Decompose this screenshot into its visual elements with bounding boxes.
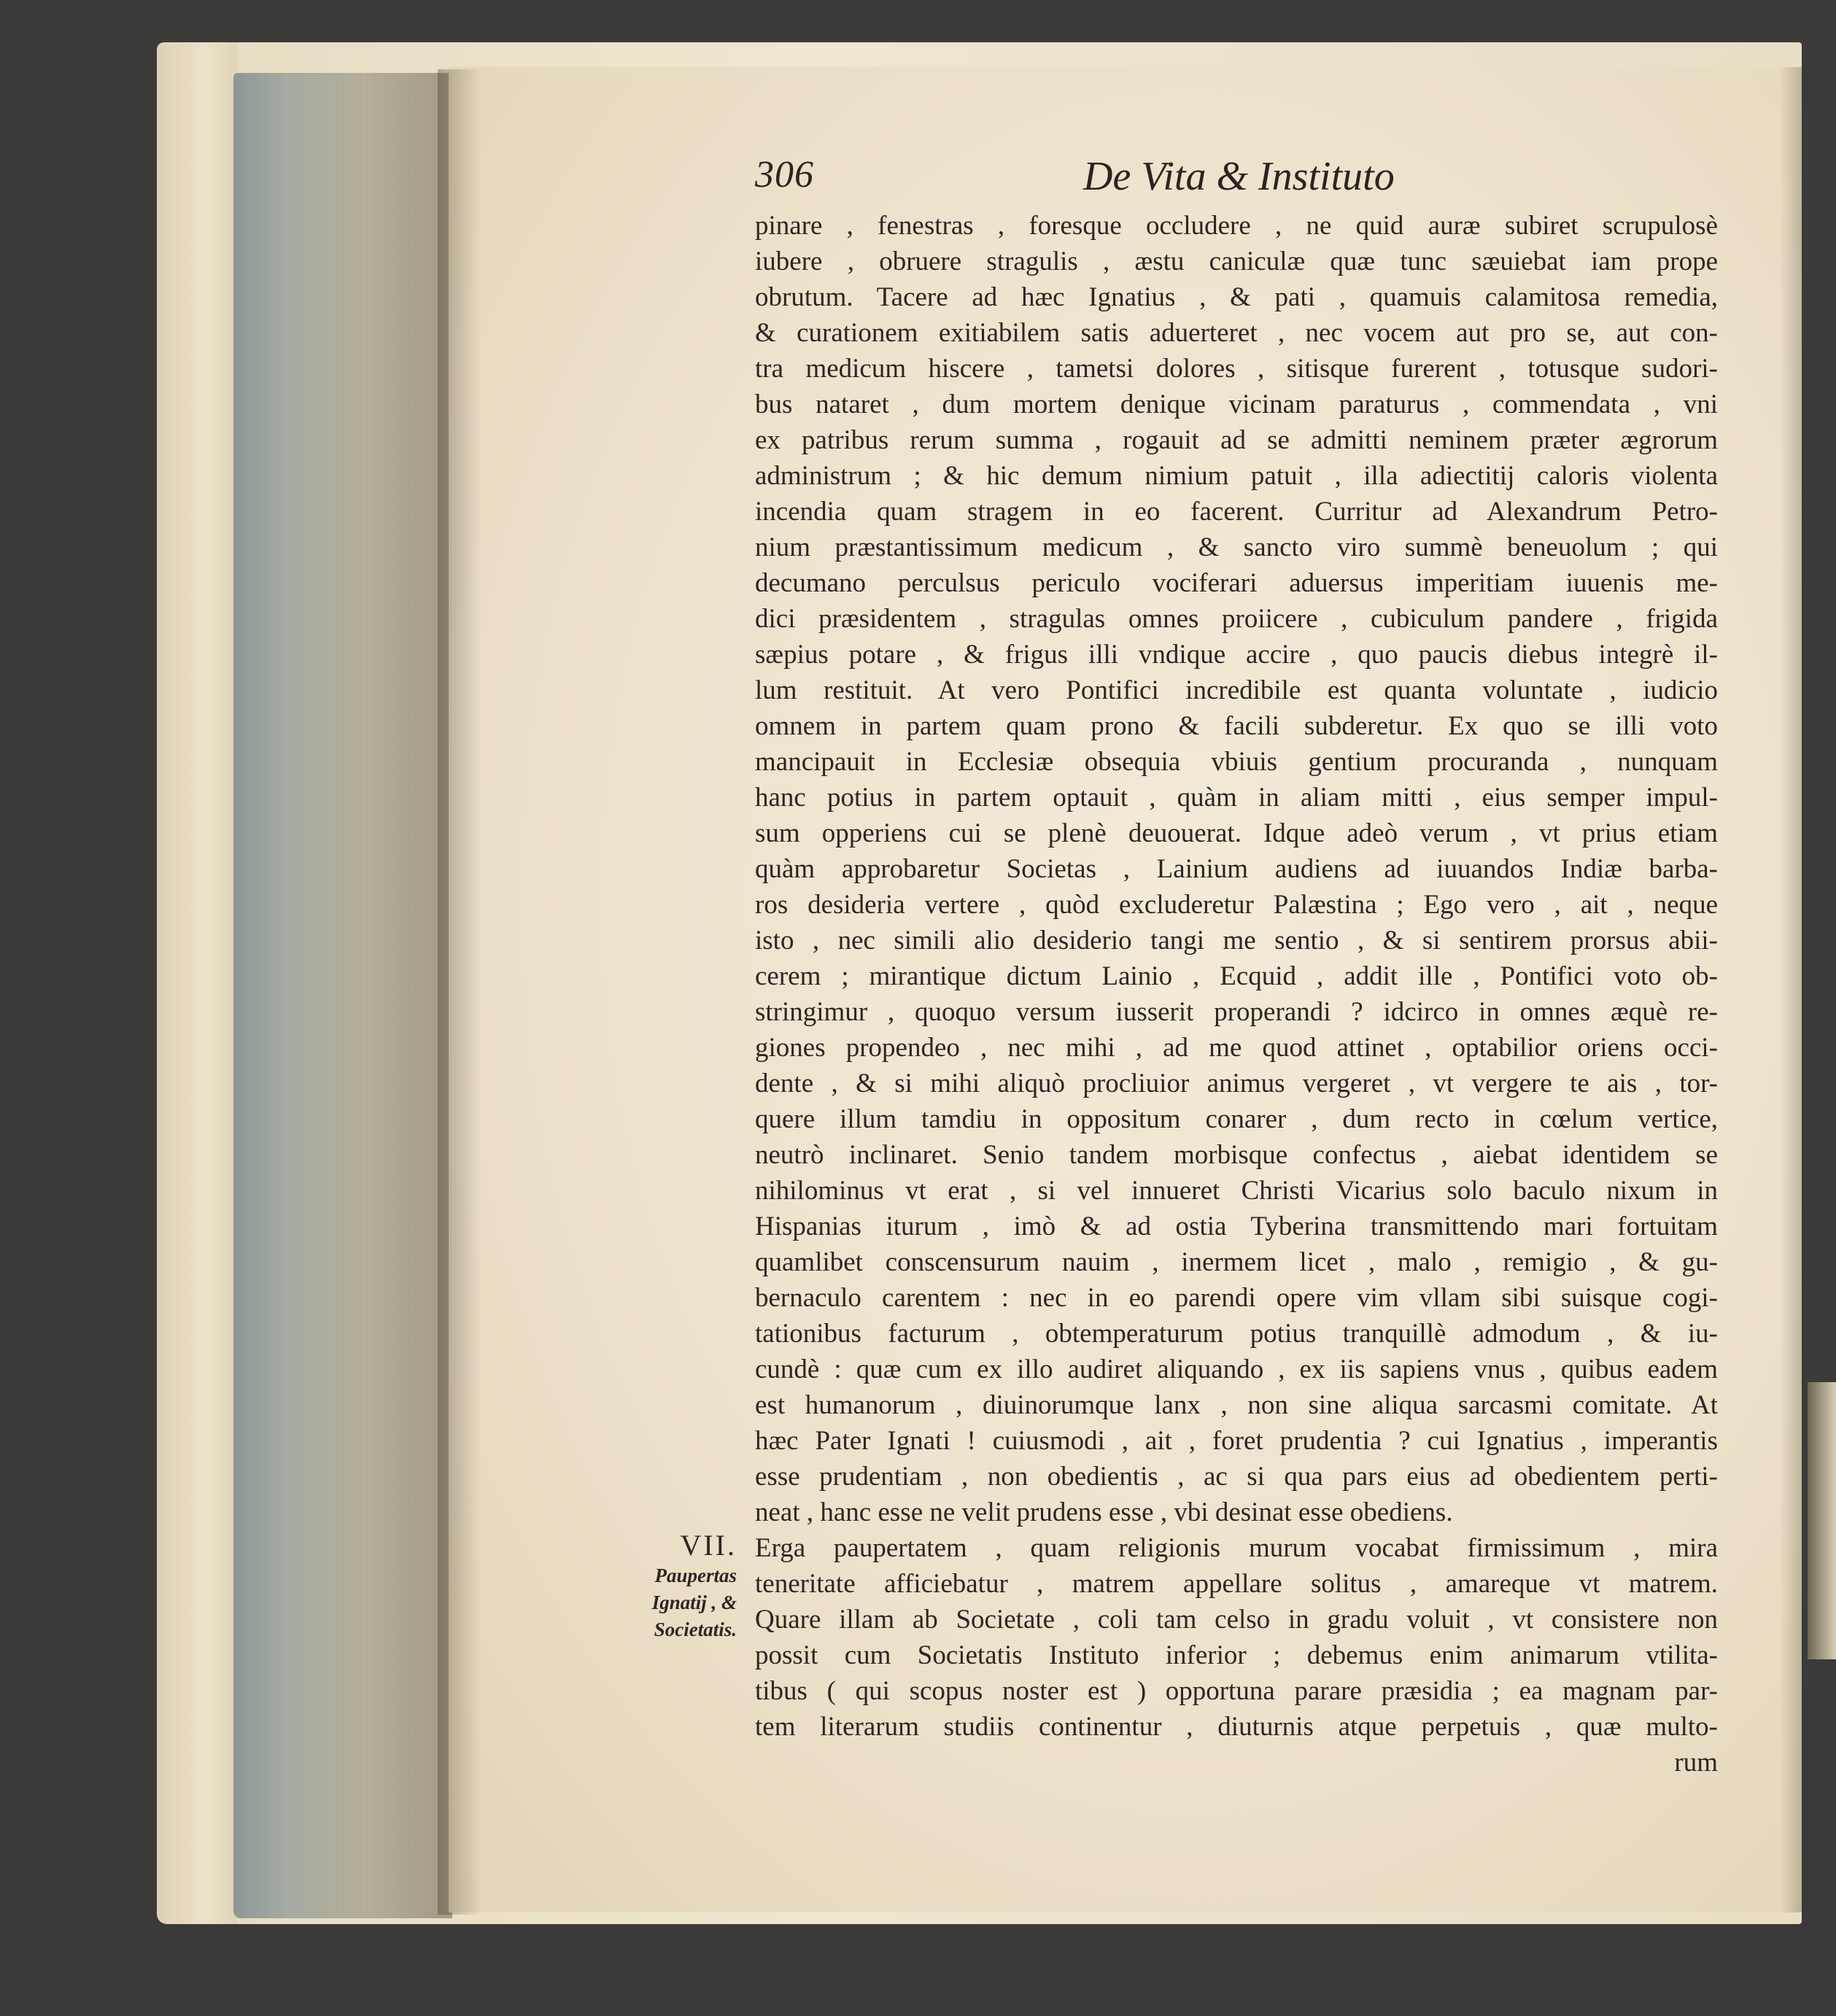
text-line: ros desideria vertere , quòd excluderetur Palæstina ; Ego vero , ait , neque [755, 890, 1718, 920]
margin-note-number: VII. [680, 1529, 737, 1562]
text-line: bus nataret , dum mortem denique vicinam paraturus , commendata , vni [755, 389, 1718, 419]
text-line: mancipauit in Ecclesiæ obsequia vbiuis gentium procuranda , nunquam [755, 747, 1718, 777]
text-line: incendia quam stragem in eo facerent. Curritur ad Alexandrum Petro- [755, 497, 1718, 527]
text-line: tationibus facturum , obtemperaturum potius tranquillè admodum , & iu- [755, 1319, 1718, 1349]
text-line: neat , hanc esse ne velit prudens esse , vbi desinat esse obediens. [755, 1497, 1453, 1527]
text-line: hanc potius in partem optauit , quàm in aliam mitti , eius semper impul- [755, 783, 1718, 813]
color-reference-tab [1808, 1382, 1836, 1659]
margin-note-line: Societatis. [654, 1618, 737, 1640]
text-line: sum opperiens cui se plenè deuouerat. Idque adeò verum , vt prius etiam [755, 818, 1718, 848]
text-line: dente , & si mihi aliquò procliuior animus vergeret , vt vergere te ais , tor- [755, 1069, 1718, 1098]
text-line: quàm approbaretur Societas , Lainium audiens ad iuuandos Indiæ barba- [755, 854, 1718, 884]
text-line: neutrò inclinaret. Senio tandem morbisque confectus , aiebat identidem se [755, 1140, 1718, 1170]
text-line: tem literarum studiis continentur , diuturnis atque perpetuis , quæ multo- [755, 1712, 1718, 1742]
text-line: quamlibet conscensurum nauim , inermem licet , malo , remigio , & gu- [755, 1247, 1718, 1277]
text-line: stringimur , quoquo versum iusserit properandi ? idcirco in omnes æquè re- [755, 997, 1718, 1027]
text-line: isto , nec simili alio desiderio tangi me sentio , & si sentirem prorsus abii- [755, 926, 1718, 955]
text-line: quere illum tamdiu in oppositum conarer , dum recto in cœlum vertice, [755, 1104, 1718, 1134]
text-line: omnem in partem quam prono & facili subderetur. Ex quo se illi voto [755, 711, 1718, 741]
text-line: Quare illam ab Societate , coli tam celso in gradu voluit , vt consistere non [755, 1605, 1718, 1635]
text-line: teneritate afficiebatur , matrem appellare solitus , amareque vt matrem. [755, 1569, 1718, 1599]
book-cover-edge [157, 42, 237, 1924]
catchword: rum [1674, 1748, 1718, 1777]
page-number: 306 [755, 154, 814, 195]
text-line: & curationem exitiabilem satis aduerteret , nec vocem aut pro se, aut con- [755, 318, 1718, 348]
text-line: sæpius potare , & frigus illi vndique accire , quo paucis diebus integrè il- [755, 640, 1718, 670]
text-line: Hispanias iturum , imò & ad ostia Tyberina transmittendo mari fortuitam [755, 1211, 1718, 1241]
gutter-shadow [438, 69, 481, 1915]
running-head [755, 153, 1725, 204]
text-line: dici præsidentem , stragulas omnes proiicere , cubiculum pandere , frigida [755, 604, 1718, 634]
text-line: Erga paupertatem , quam religionis murum vocabat firmissimum , mira [755, 1533, 1718, 1563]
page-edges [233, 73, 452, 1918]
text-line: obrutum. Tacere ad hæc Ignatius , & pati , quamuis calamitosa remedia, [755, 282, 1718, 312]
body-text [755, 208, 1718, 1780]
text-line: esse prudentiam , non obedientis , ac si qua pars eius ad obedientem perti- [755, 1462, 1718, 1492]
text-line: administrum ; & hic demum nimium patuit , illa adiectitij caloris violenta [755, 461, 1718, 491]
text-line: lum restituit. At vero Pontifici incredibile est quanta voluntate , iudicio [755, 675, 1718, 705]
text-line: decumano perculsus periculo vociferari aduersus imperitiam iuuenis me- [755, 568, 1718, 598]
text-line: pinare , fenestras , foresque occludere , ne quid auræ subiret scrupulosè [755, 211, 1718, 241]
text-line: tra medicum hiscere , tametsi dolores , sitisque furerent , totusque sudori- [755, 354, 1718, 384]
running-title: De Vita & Instituto [1083, 154, 1395, 199]
margin-note [609, 1529, 737, 1643]
margin-note-line: Paupertas [654, 1565, 737, 1586]
margin-note-line: Ignatij , & [651, 1592, 737, 1613]
text-line: cerem ; mirantique dictum Lainio , Ecquid , addit ille , Pontifici voto ob- [755, 961, 1718, 991]
text-line: bernaculo carentem : nec in eo parendi opere vim vllam sibi suisque cogi- [755, 1283, 1718, 1313]
text-line: possit cum Societatis Instituto inferior ; debemus enim animarum vtilita- [755, 1640, 1718, 1670]
text-line: tibus ( qui scopus noster est ) opportuna parare præsidia ; ea magnam par- [755, 1676, 1718, 1706]
text-line: nium præstantissimum medicum , & sancto viro summè beneuolum ; qui [755, 532, 1718, 562]
text-line: nihilominus vt erat , si vel innueret Christi Vicarius solo baculo nixum in [755, 1176, 1718, 1206]
page-edge-shadow [1780, 67, 1802, 1912]
text-line: iubere , obruere stragulis , æstu caniculæ quæ tunc sæuiebat iam prope [755, 247, 1718, 276]
text-line: cundè : quæ cum ex illo audiret aliquando , ex iis sapiens vnus , quibus eadem [755, 1354, 1718, 1384]
text-line: giones propendeo , nec mihi , ad me quod attinet , optabilior oriens occi- [755, 1033, 1718, 1063]
text-line: hæc Pater Ignati ! cuiusmodi , ait , foret prudentia ? cui Ignatius , imperantis [755, 1426, 1718, 1456]
text-line: est humanorum , diuinorumque lanx , non sine aliqua sarcasmi comitate. At [755, 1390, 1718, 1420]
text-line: ex patribus rerum summa , rogauit ad se admitti neminem præter ægrorum [755, 425, 1718, 455]
